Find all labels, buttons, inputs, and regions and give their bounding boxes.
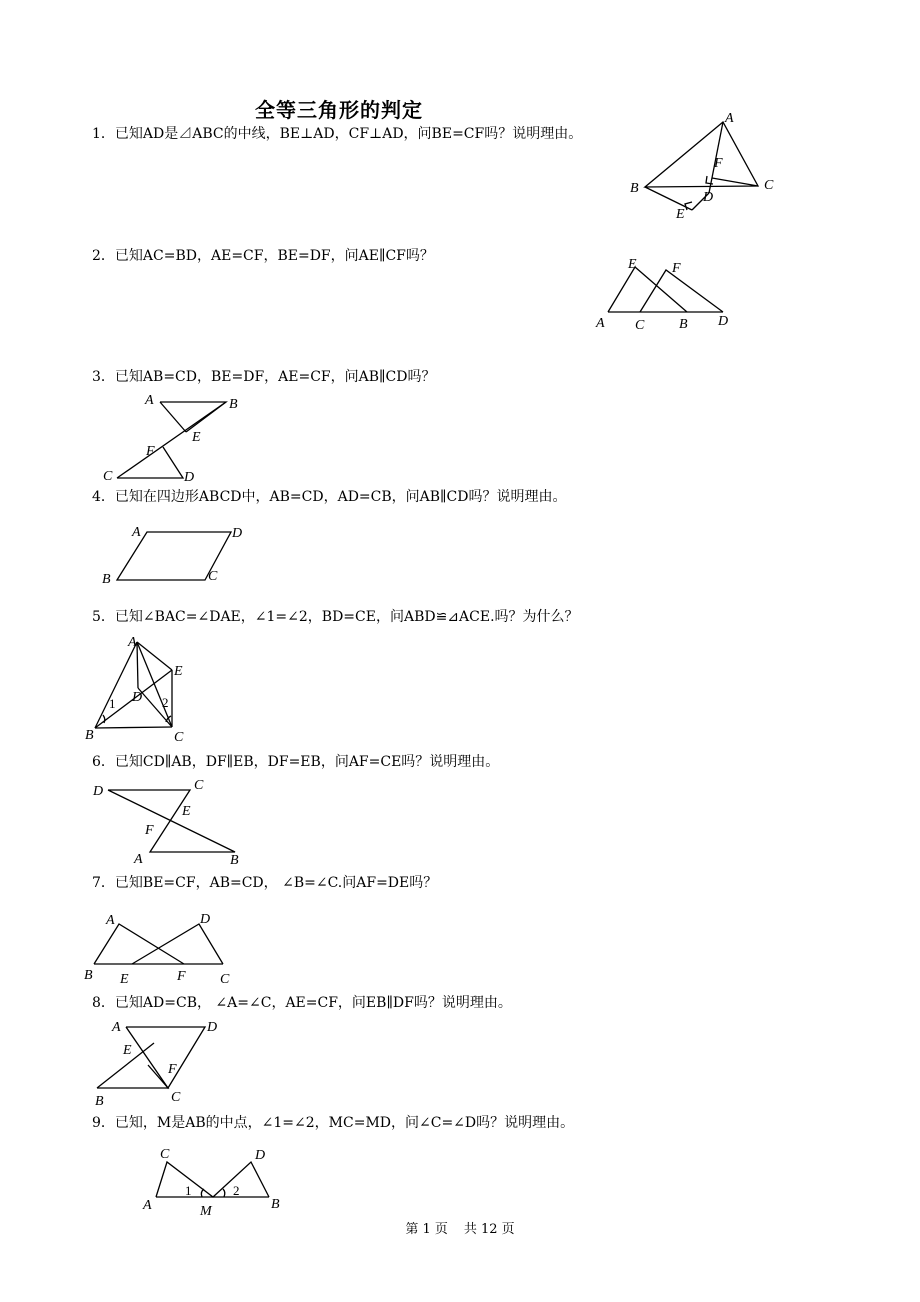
label-1: 1 (185, 1183, 192, 1198)
question-number: 7． (92, 875, 115, 891)
figure-stroke (645, 122, 758, 187)
label-C: C (764, 178, 774, 193)
figure-6 (90, 775, 260, 870)
label-D: D (718, 314, 729, 329)
label-A: A (128, 635, 137, 650)
label-B: B (95, 1094, 104, 1109)
label-1: 1 (109, 696, 116, 711)
question-number: 9． (92, 1115, 115, 1131)
label-M: M (200, 1204, 212, 1219)
figure-stroke (156, 1162, 269, 1197)
label-A: A (145, 393, 154, 408)
label-A: A (143, 1198, 152, 1213)
figure-4 (95, 515, 265, 595)
figure-stroke (160, 402, 186, 432)
question-1 (92, 123, 582, 143)
label-F: F (146, 444, 155, 459)
label-B: B (102, 572, 111, 587)
figure-stroke (640, 270, 723, 312)
figure-stroke (108, 790, 235, 852)
figure-stroke (712, 178, 758, 186)
label-B: B (271, 1197, 280, 1212)
label-E: E (182, 804, 191, 819)
question-text: 已知在四边形ABCD中，AB=CD，AD=CB，问AB∥CD吗？说明理由。 (114, 489, 567, 505)
label-E: E (174, 664, 183, 679)
label-C: C (635, 318, 645, 333)
label-A: A (106, 913, 115, 928)
label-D: D (255, 1148, 266, 1163)
label-A: A (134, 852, 143, 867)
question-5 (92, 606, 579, 626)
label-D: D (207, 1020, 218, 1035)
label-B: B (679, 317, 688, 332)
label-D: D (93, 784, 104, 799)
question-7 (92, 872, 437, 892)
page-footer (0, 1218, 920, 1237)
label-E: E (192, 430, 201, 445)
label-B: B (630, 181, 639, 196)
label-B: B (230, 853, 239, 868)
question-number: 1． (92, 126, 115, 142)
label-2: 2 (233, 1183, 240, 1198)
label-F: F (672, 261, 681, 276)
figure-7 (80, 905, 250, 990)
question-text: 已知AD=CB， ∠A=∠C，AE=CF，问EB∥DF吗？说明理由。 (114, 995, 512, 1011)
question-text: 已知AD是⊿ABC的中线，BE⊥AD，CF⊥AD，问BE=CF吗？说明理由。 (114, 126, 583, 142)
label-E: E (628, 257, 637, 272)
label-C: C (171, 1090, 181, 1105)
figure-stroke (223, 1189, 225, 1197)
figure-stroke (132, 924, 223, 964)
figure-1 (620, 105, 790, 225)
figure-8 (88, 1015, 228, 1110)
question-text: 已知CD∥AB，DF∥EB，DF=EB，问AF=CE吗？说明理由。 (114, 754, 500, 770)
figure-stroke (97, 1065, 168, 1088)
label-A: A (132, 525, 141, 540)
question-text: 已知BE=CF，AB=CD， ∠B=∠C.问AF=DE吗？ (114, 875, 438, 891)
label-F: F (714, 156, 723, 171)
question-2 (92, 245, 434, 265)
label-A: A (725, 111, 734, 126)
label-C: C (160, 1147, 170, 1162)
question-8 (92, 992, 512, 1012)
question-text: 已知AB=CD，BE=DF，AE=CF，问AB∥CD吗？ (114, 369, 436, 385)
figure-stroke (137, 642, 138, 688)
label-B: B (85, 728, 94, 743)
label-D: D (232, 526, 243, 541)
label-C: C (194, 778, 204, 793)
figure-stroke (126, 1027, 205, 1088)
label-A: A (596, 316, 605, 331)
page-total: 共 12 页 (463, 1222, 515, 1237)
label-D: D (200, 912, 211, 927)
question-text: 已知，M是AB的中点，∠1=∠2，MC=MD，问∠C=∠D吗？说明理由。 (114, 1115, 575, 1131)
question-4 (92, 486, 566, 506)
label-F: F (145, 823, 154, 838)
label-B: B (229, 397, 238, 412)
label-D: D (132, 690, 143, 705)
question-number: 8． (92, 995, 115, 1011)
question-6 (92, 751, 499, 771)
figure-stroke (94, 924, 184, 964)
label-F: F (177, 969, 186, 984)
question-text: 已知∠BAC=∠DAE，∠1=∠2，BD=CE，问ABD≌⊿ACE.吗？为什么？ (114, 609, 579, 625)
question-number: 6． (92, 754, 115, 770)
figure-stroke (95, 727, 172, 728)
figure-stroke (95, 642, 137, 728)
label-C: C (174, 730, 184, 745)
figure-stroke (160, 402, 226, 432)
page-title: 全等三角形的判定 (255, 98, 423, 122)
label-C: C (103, 469, 113, 484)
label-C: C (208, 569, 218, 584)
figure-3 (95, 385, 265, 490)
figure-9 (140, 1140, 300, 1220)
question-number: 4． (92, 489, 115, 505)
question-9 (92, 1112, 574, 1132)
figure-stroke (117, 402, 226, 478)
label-B: B (84, 968, 93, 983)
label-E: E (676, 207, 685, 222)
label-D: D (184, 470, 195, 485)
label-D: D (703, 190, 714, 205)
question-number: 5． (92, 609, 115, 625)
label-2: 2 (162, 695, 169, 710)
page-number: 第 1 页 (405, 1222, 448, 1237)
label-F: F (168, 1062, 177, 1077)
label-E: E (120, 972, 129, 987)
figure-5 (80, 630, 210, 745)
question-number: 3． (92, 369, 115, 385)
figure-stroke (645, 187, 692, 210)
label-C: C (220, 972, 230, 987)
question-text: 已知AC=BD，AE=CF，BE=DF，问AE∥CF吗？ (114, 248, 434, 264)
figure-stroke (137, 642, 172, 727)
figure-2 (590, 250, 740, 340)
label-A: A (112, 1020, 121, 1035)
question-number: 2． (92, 248, 115, 264)
question-3 (92, 366, 435, 386)
label-E: E (123, 1043, 132, 1058)
